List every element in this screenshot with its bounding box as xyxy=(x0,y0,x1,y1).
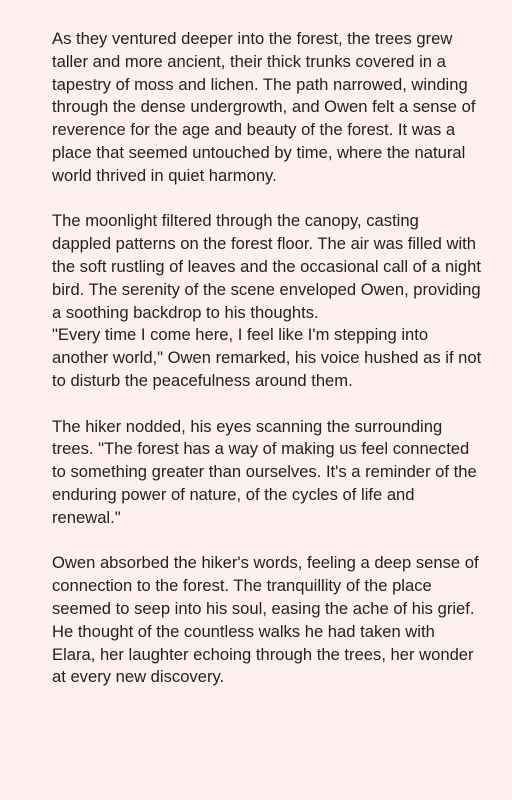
paragraph-4: The hiker nodded, his eyes scanning the surrounding trees. "The forest has a way of making us feel connected to something greater than ourselves. It's a reminder of the enduring power of nature, of the cycles of life and renewal." xyxy=(52,416,477,527)
paragraph-1: As they ventured deeper into the forest, the trees grew taller and more ancient, their thick trunks covered in a tapestry of moss and lichen. The path narrowed, winding through the dense undergrowth, and Owen felt a sense of reverence for the age and beauty of the forest. It was a place that seemed untouched by time, where the natural world thrived in quiet harmony. xyxy=(52,29,476,185)
paragraph-2: The moonlight filtered through the canopy, casting dappled patterns on the forest floor. The air was filled with the soft rustling of leaves and the occasional call of a night bird. The serenity of the scene enveloped Owen, providing a soothing backdrop to his thoughts. xyxy=(52,211,481,322)
paragraph-3: "Every time I come here, I feel like I'm stepping into another world," Owen remarked, his voice hushed as if not to disturb the peacefulness around them. xyxy=(52,325,482,390)
paragraph-5: Owen absorbed the hiker's words, feeling a deep sense of connection to the forest. The tranquillity of the place seemed to seep into his soul, easing the ache of his grief. He thought of the countless walks he had taken with Elara, her laughter echoing through the trees, her wonder at every new discovery. xyxy=(52,553,479,687)
